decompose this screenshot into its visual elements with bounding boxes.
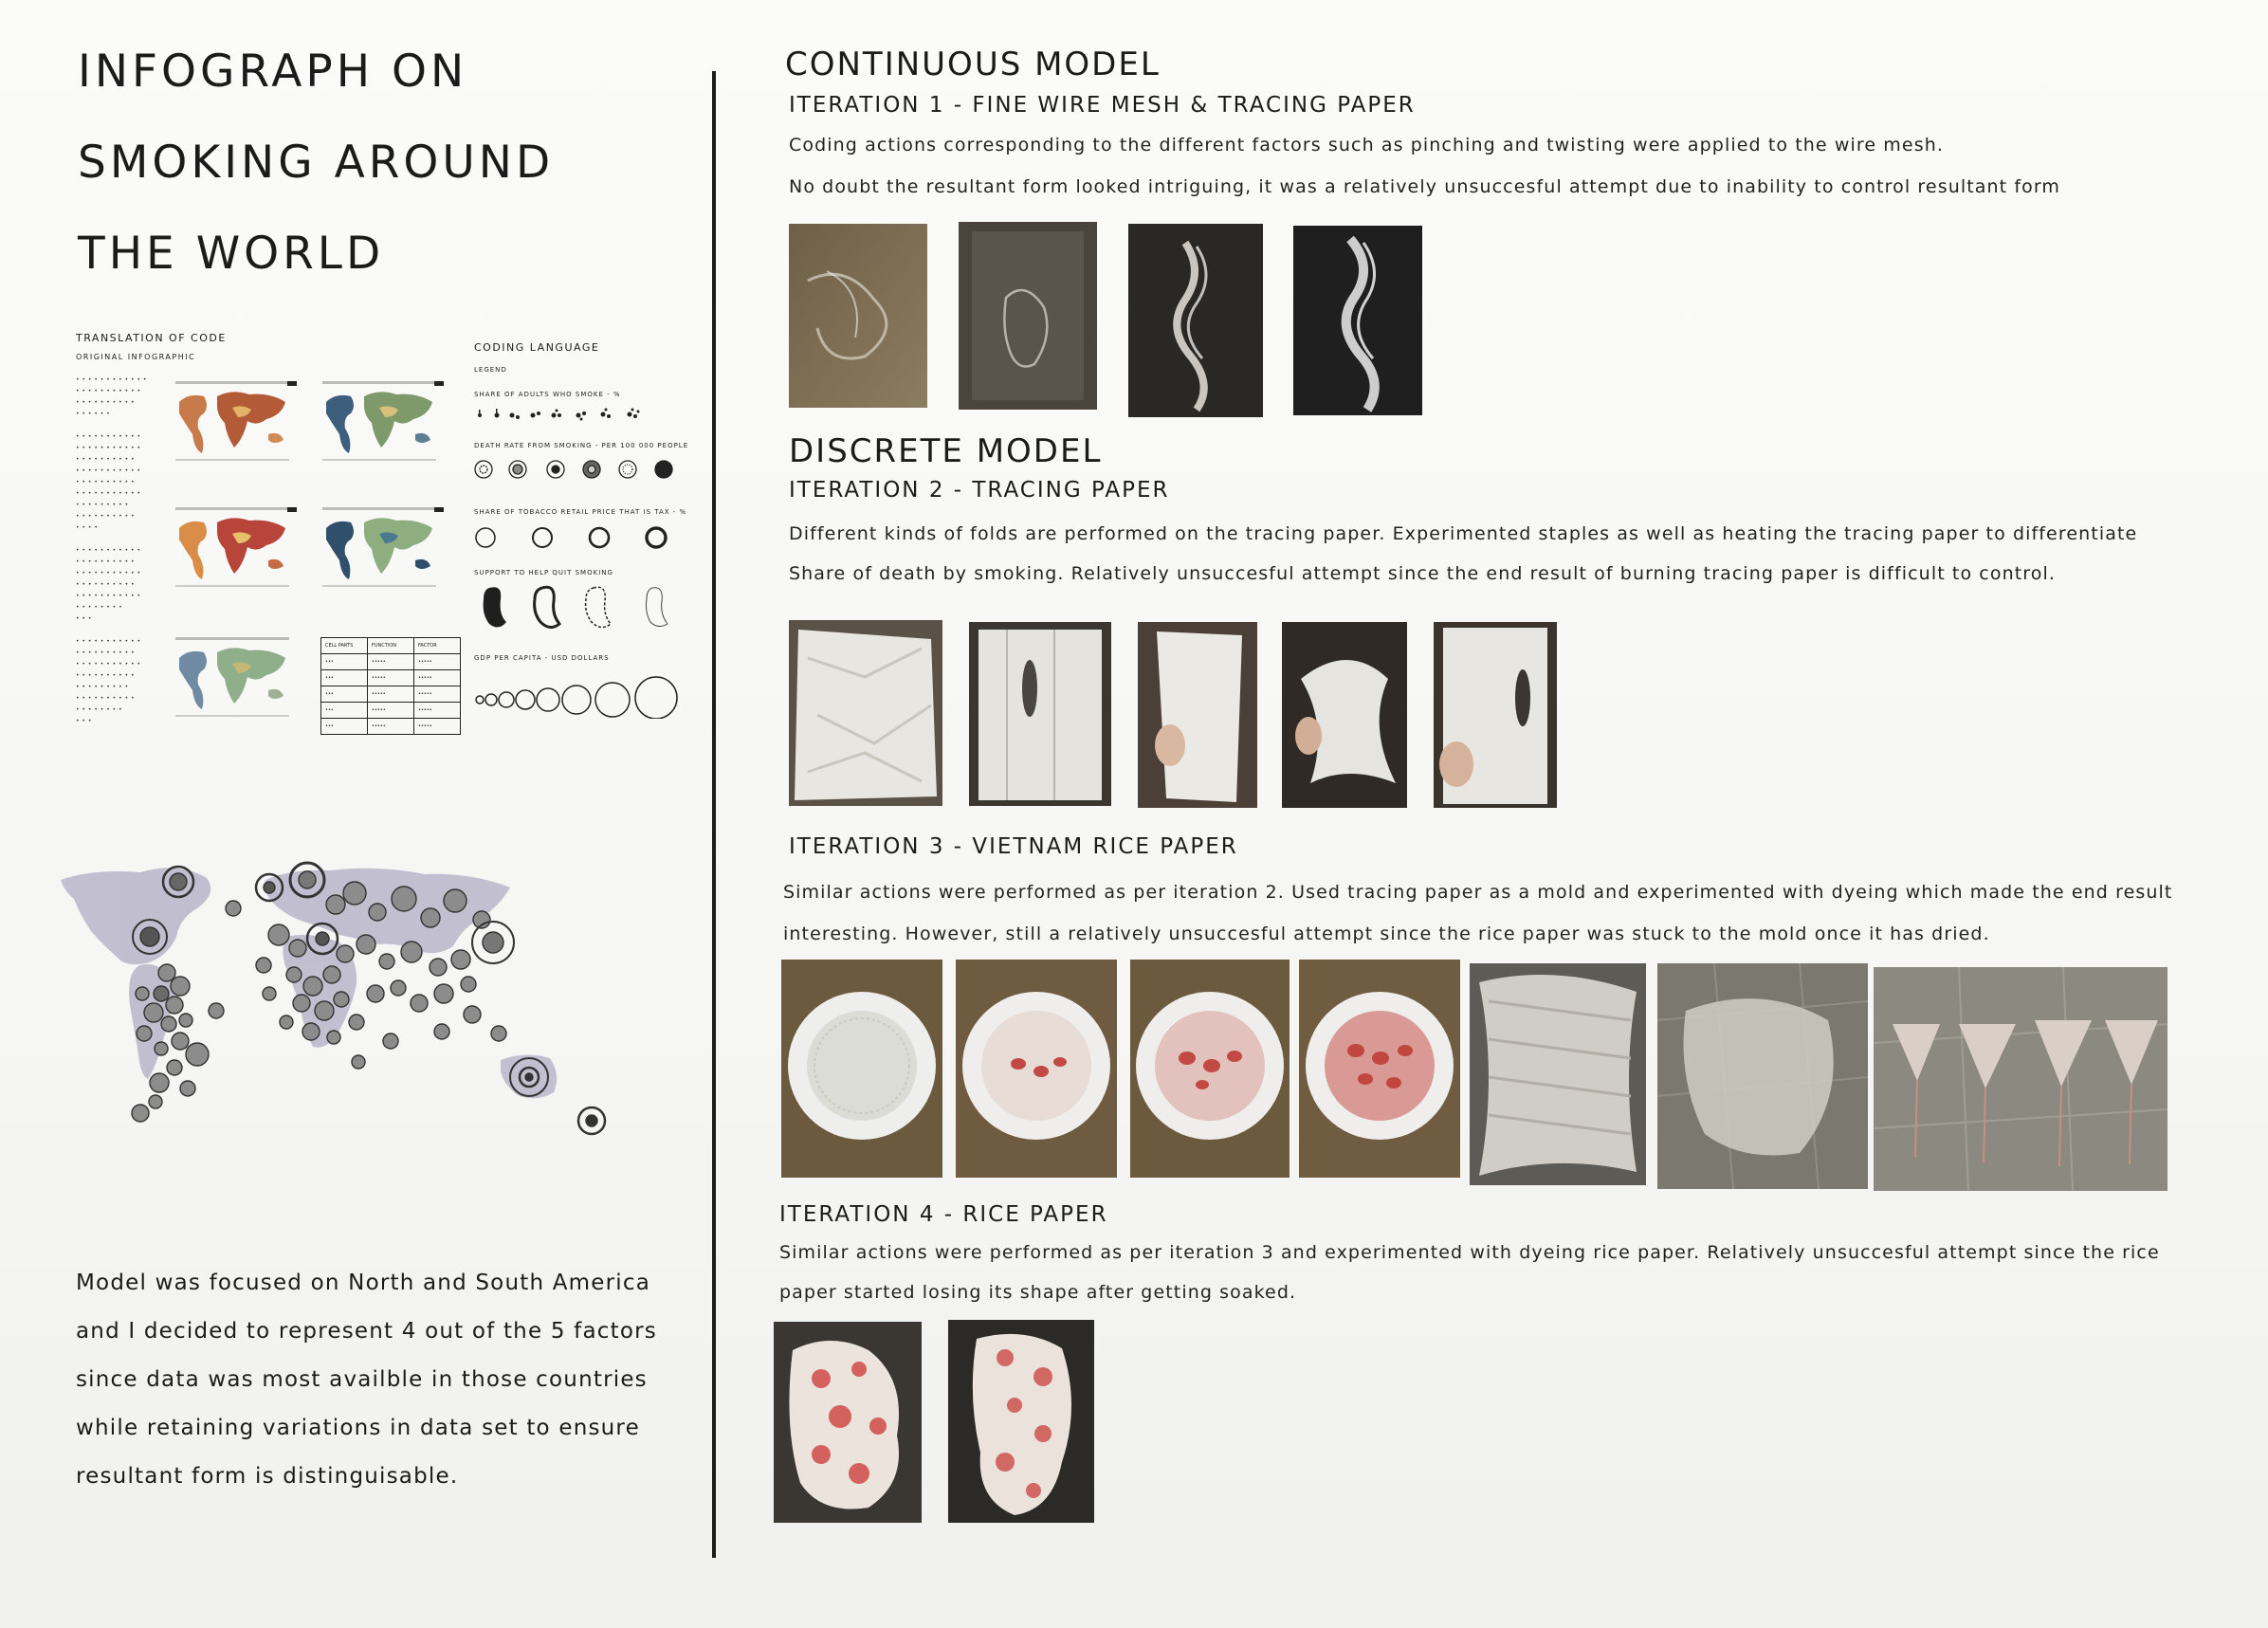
iteration-2-line-1: Different kinds of folds are performed on the tracing paper. Experimented staples as well as heating the tracing paper to differentiate (789, 523, 2138, 544)
legend-label: LEGEND (474, 366, 507, 374)
iteration-3-heading: ITERATION 3 - VIETNAM RICE PAPER (789, 834, 1238, 859)
poster-title (78, 27, 554, 300)
iteration-1-photo-2 (959, 222, 1097, 410)
world-map-infographic (55, 851, 662, 1164)
legend-item-death-rate: DEATH RATE FROM SMOKING - PER 100 000 PEOPLE (474, 442, 689, 449)
iteration-3-photo-5 (1470, 963, 1646, 1185)
model-focus-paragraph (76, 1259, 683, 1501)
legend-adults-smoke-symbols (474, 404, 678, 427)
legend-gdp-symbols (474, 671, 683, 719)
iteration-3-photo-1 (781, 960, 942, 1178)
iteration-2-photo-5 (1434, 622, 1557, 808)
iteration-2-photo-4 (1282, 622, 1407, 808)
iteration-3-photo-7 (1874, 967, 2167, 1191)
mini-map-1 (175, 381, 299, 466)
continuous-model-heading: CONTINUOUS MODEL (785, 46, 1161, 83)
paragraph-line-1: Model was focused on North and South America (76, 1271, 651, 1295)
mini-map-5 (175, 637, 299, 723)
iteration-2-line-2: Share of death by smoking. Relatively unsuccesful attempt since the end result of burning tracing paper is difficult to control. (789, 563, 2057, 584)
discrete-model-heading: DISCRETE MODEL (789, 432, 1103, 470)
translation-heading: TRANSLATION OF CODE (76, 332, 227, 344)
mini-map-2 (322, 381, 446, 466)
iteration-2-photo-3 (1138, 622, 1257, 808)
iteration-1-photo-4 (1293, 226, 1422, 415)
translation-subheading: ORIGINAL INFOGRAPHIC (76, 353, 196, 361)
legend-tobacco-tax-symbols (474, 521, 678, 554)
iteration-2-heading: ITERATION 2 - TRACING PAPER (789, 478, 1170, 503)
legend-death-rate-symbols (474, 455, 678, 484)
iteration-3-line-1: Similar actions were performed as per iteration 2. Used tracing paper as a mold and experimented with dyeing which made the end result (783, 882, 2173, 903)
cell-parts-table: CELL PARTS FUNCTION FACTOR ••• ••••• ••••• ••• ••••• ••••• ••• ••••• ••••• ••• ••••• ••••• ••• ••••• ••••• (320, 637, 461, 735)
title-line-2: SMOKING AROUND (78, 137, 555, 189)
iteration-2-photo-2 (969, 622, 1111, 806)
title-line-1: INFOGRAPH ON (78, 46, 468, 98)
iteration-1-photo-1 (789, 224, 927, 408)
legend-item-tobacco-tax: SHARE OF TOBACCO RETAIL PRICE THAT IS TAX - % (474, 508, 687, 516)
table-header-function: FUNCTION (368, 638, 414, 654)
mini-map-4 (322, 507, 446, 593)
iteration-3-photo-3 (1130, 960, 1289, 1178)
paragraph-line-5: resultant form is distinguisable. (76, 1464, 459, 1489)
legend-support-quit-symbols (474, 580, 678, 637)
iteration-2-photo-1 (789, 620, 942, 806)
table-header-factor: FACTOR (414, 638, 461, 654)
legend-item-gdp: GDP PER CAPITA - USD DOLLARS (474, 654, 610, 662)
paragraph-line-2: and I decided to represent 4 out of the 5 factors (76, 1319, 657, 1344)
legend-item-adults-smoke: SHARE OF ADULTS WHO SMOKE - % (474, 391, 621, 398)
iteration-4-line-1: Similar actions were performed as per iteration 3 and experimented with dyeing rice paper. Relatively unsuccesful attempt since the rice (779, 1242, 2160, 1263)
table-header-cell-parts: CELL PARTS (321, 638, 368, 654)
mini-text-block-1: • • • • • • • • • • • • • • • • • • • • • • • • • • • • • • • • • • • • • • • • • • • • • • • • • • • • • • • • • • • • • • • • • • • • • • • • • • • • • • • • • • • • • • • • • • • • • • • • • • • • • • • • • • • • • • • • • • • • • • • • • • • • • • • • • • • • • • • • • • • • • • • • • • • • • • • • • • • • • • • • • • • • • • • • • • • • • • • • • • • • • • • • • • • • • • • • • • • • • • • • • • • • • • • • • • • • • • • • • • • • • • • • • • • • • • • • • • • • • • • • • • • • • • • • • • • • • • • • • • • • • • (76, 376, 147, 724)
column-divider (712, 71, 716, 1558)
iteration-1-heading: ITERATION 1 - FINE WIRE MESH & TRACING PAPER (789, 93, 1416, 118)
iteration-3-line-2: interesting. However, still a relatively unsuccesful attempt since the rice paper was stuck to the mold once it has dried. (783, 924, 1990, 944)
iteration-4-photo-2 (948, 1320, 1094, 1523)
iteration-1-line-2: No doubt the resultant form looked intriguing, it was a relatively unsuccesful attempt due to inability to control resultant form (789, 176, 2061, 197)
iteration-3-photo-6 (1657, 963, 1868, 1189)
iteration-4-photo-1 (774, 1322, 922, 1523)
iteration-4-line-2: paper started losing its shape after getting soaked. (779, 1282, 1297, 1303)
coding-language-heading: CODING LANGUAGE (474, 341, 600, 354)
iteration-1-line-1: Coding actions corresponding to the different factors such as pinching and twisting were applied to the wire mesh. (789, 135, 1944, 155)
paragraph-line-4: while retaining variations in data set to ensure (76, 1416, 640, 1440)
paragraph-line-3: since data was most availble in those countries (76, 1367, 648, 1392)
title-line-3: THE WORLD (78, 228, 385, 280)
iteration-3-photo-2 (956, 960, 1117, 1178)
iteration-3-photo-4 (1299, 960, 1460, 1178)
iteration-4-heading: ITERATION 4 - RICE PAPER (779, 1202, 1108, 1227)
legend-item-support-quit: SUPPORT TO HELP QUIT SMOKING (474, 569, 613, 576)
mini-map-3 (175, 507, 299, 593)
iteration-1-photo-3 (1128, 224, 1263, 417)
